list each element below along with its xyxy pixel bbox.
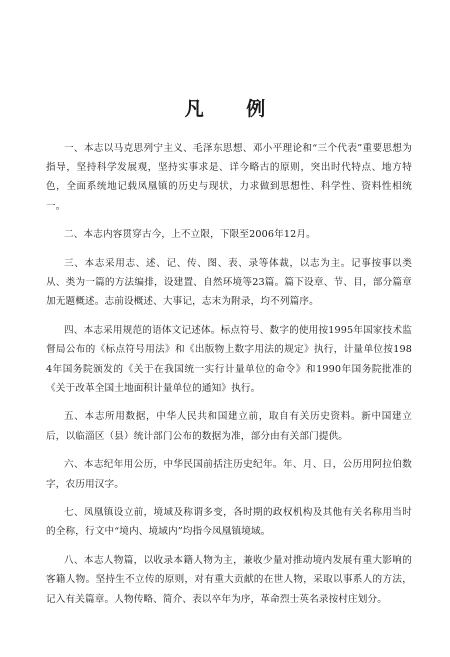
paragraph-7: 七、凤凰镇设立前，境域及称谓多变，各时期的政权机构及其他有关名称用当时的全称，行文中“境内、境域内”均指今凤凰镇境域。 <box>46 507 412 538</box>
document-body <box>46 139 412 618</box>
paragraph-1: 一、本志以马克思列宁主义、毛泽东思想、邓小平理论和“三个代表”重要思想为指导，坚持科学发展观，坚持实事求是、详今略古的原则，突出时代特点、地方特色，全面系统地记载凤凰镇的历史与现状，力求做到思想性、科学性、资料性相统一。 <box>46 143 412 212</box>
paragraph-5: 五、本志所用数据，中华人民共和国建立前，取自有关历史资料。新中国建立后，以临淄区（县）统计部门公布的数据为准，部分由有关部门提供。 <box>46 411 412 442</box>
paragraph-3: 三、本志采用志、述、记、传、图、表、录等体裁，以志为主。记事按事以类从、类为一篇的方法编排，设建置、自然环境等23篇。篇下设章、节、目，部分篇章加无题概述。志前设概述、大事记，志末为附录，均不列篇序。 <box>46 258 412 308</box>
paragraph-2: 二、本志内容贯穿古今，上不立限，下限至2006年12月。 <box>64 229 316 241</box>
paragraph-4: 四、本志采用规范的语体文记述体。标点符号、数字的使用按1995年国家技术监督局公布的《标点符号用法》和《出版物上数字用法的规定》执行，计量单位按1984年国务院颁发的《关于在我国统一实行计量单位的命令》和1990年国务院批准的《关于改革全国土地面积计量单位的通知》执行。 <box>46 325 412 394</box>
paragraph-8: 八、本志人物篇，以收录本籍人物为主，兼收少量对推动境内发展有重大影响的客籍人物。坚持生不立传的原则，对有重大贡献的在世人物，采取以事系人的方法，记入有关篇章。人物传略、简介、表以卒年为序，革命烈士英名录按村庄划分。 <box>46 555 412 605</box>
paragraph-6: 六、本志纪年用公历，中华民国前括注历史纪年。年、月、日，公历用阿拉伯数字，农历用汉字。 <box>46 459 412 490</box>
page-title: 凡 例 <box>184 98 284 120</box>
